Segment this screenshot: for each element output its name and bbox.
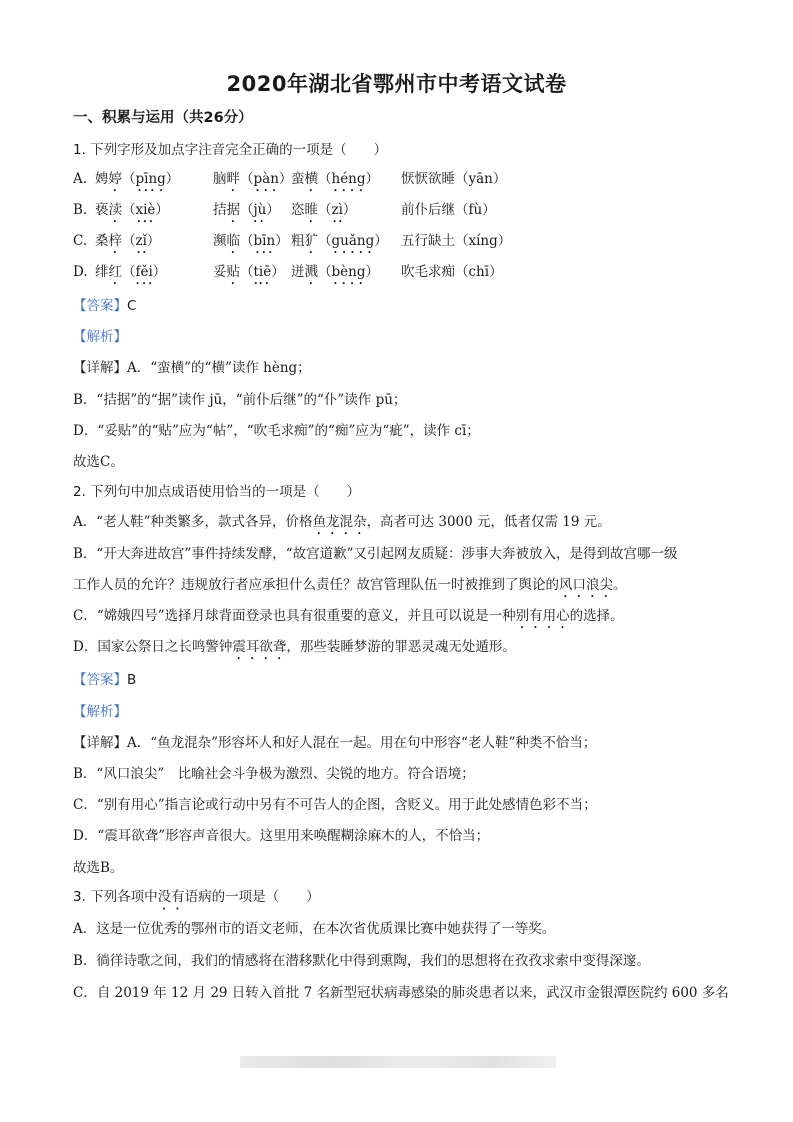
q3-option-c: C．自 2019 年 12 月 29 日转入首批 7 名新型冠状病毒感染的肺炎患者以来，武汉市金银潭医院约 600 多名 bbox=[73, 985, 729, 1001]
q2-conclusion: 故选B。 bbox=[73, 860, 124, 876]
question-1-stem: 1. 下列字形及加点字注音完全正确的一项是（ ） bbox=[73, 142, 388, 158]
dotted-char: 梓（zǐ） bbox=[108, 233, 161, 249]
q2-option-a: A．“老人鞋”种类繁多，款式各异，价格鱼龙混杂，高者可达 3000 元，低者仅需 19 元。 bbox=[73, 514, 611, 530]
q3-option-a: A．这是一位优秀的鄂州市的语文老师，在本次省优质课比赛中她获得了一等奖。 bbox=[73, 921, 556, 937]
dotted-char: 临（bīn） bbox=[226, 233, 289, 249]
blurred-footer-watermark bbox=[240, 1056, 556, 1068]
answer-value: B bbox=[127, 672, 137, 688]
q1-option-b: B. 亵渎（xiè） 拮据（jù） 恣睢（zì） 前仆后继（fù） bbox=[73, 202, 496, 218]
q2-answer bbox=[73, 670, 136, 690]
q2-option-d: D．国家公祭日之长鸣警钟震耳欲聋，那些装睡梦游的罪恶灵魂无处遁形。 bbox=[73, 639, 516, 655]
q2-option-c: C．“嫦娥四号”选择月球背面登录也具有很重要的意义，并且可以说是一种别有用心的选择。 bbox=[73, 608, 624, 624]
q1-conclusion: 故选C。 bbox=[73, 454, 124, 470]
dotted-idiom: 别有用心 bbox=[515, 608, 570, 624]
q3-option-b: B．徜徉诗歌之间，我们的情感将在潜移默化中得到熏陶，我们的思想将在孜孜求索中变得深邃。 bbox=[73, 953, 650, 969]
dotted-char: 溅（bèng） bbox=[304, 264, 379, 280]
section-heading: 一、积累与运用（共26分） bbox=[73, 110, 253, 126]
q2-option-b-line2: 工作人员的允许？违规放行者应承担什么责任？故宫管理队伍一时被推到了舆论的风口浪尖。 bbox=[73, 577, 627, 593]
dotted-idiom: 鱼龙混杂 bbox=[312, 514, 367, 530]
dotted-char: 婷（pīng） bbox=[108, 171, 180, 187]
q1-analysis-tag: 【解析】 bbox=[73, 329, 127, 345]
q1-explanation-d: D．“妥贴”的“贴”应为“帖”，“吹毛求痴”的“痴”应为“疵”，读作 cī； bbox=[73, 423, 480, 439]
dotted-char: 睢（zì） bbox=[304, 202, 357, 218]
q1-detail: 【详解】A．“蛮横”的“横”读作 hèng； bbox=[73, 360, 311, 376]
answer-tag: 【答案】 bbox=[73, 672, 127, 688]
q1-option-d: D. 绯红（fěi） 妥贴（tiē） 迸溅（bèng） 吹毛求痴（chī） bbox=[73, 264, 503, 280]
answer-value: C bbox=[127, 298, 137, 314]
question-2-stem: 2. 下列句中加点成语使用恰当的一项是（ ） bbox=[73, 484, 361, 500]
dotted-char: 畔（pàn） bbox=[226, 171, 293, 187]
q1-explanation-b: B．“拮据”的“据”读作 jū，“前仆后继”的“仆”读作 pū； bbox=[73, 392, 407, 408]
question-3-stem: 3. 下列各项中没有语病的一项是（ ） bbox=[73, 889, 320, 905]
dotted-char: 贴（tiē） bbox=[226, 264, 285, 280]
dotted-char: 渎（xiè） bbox=[108, 202, 169, 218]
q2-explanation-b: B．“风口浪尖” 比喻社会斗争极为激烈、尖锐的地方。符合语境； bbox=[73, 766, 475, 782]
dotted-idiom: 风口浪尖 bbox=[559, 577, 613, 593]
q1-option-c: C. 桑梓（zǐ） 濒临（bīn） 粗犷（guǎng） 五行缺土（xíng） bbox=[73, 233, 512, 249]
dotted-keyword: 没有 bbox=[157, 889, 185, 905]
answer-tag: 【答案】 bbox=[73, 298, 127, 314]
q2-explanation-c: C．“别有用心”指言论或行动中另有不可告人的企图，含贬义。用于此处感情色彩不当； bbox=[73, 797, 597, 813]
q1-option-a: A. 娉婷（pīng） 脑畔（pàn）蛮横（héng） 恹恹欲睡（yān） bbox=[73, 171, 507, 187]
dotted-char: 犷（guǎng） bbox=[304, 233, 388, 249]
q1-answer bbox=[73, 296, 136, 316]
dotted-char: 红（fěi） bbox=[108, 264, 167, 280]
page-title: 2020年湖北省鄂州市中考语文试卷 bbox=[226, 72, 567, 96]
q2-detail: 【详解】A．“鱼龙混杂”形容坏人和好人混在一起。用在句中形容“老人鞋”种类不恰当； bbox=[73, 735, 597, 751]
option-label: A. bbox=[73, 171, 88, 187]
dotted-char: 横（héng） bbox=[304, 171, 380, 187]
dotted-char: 据（jù） bbox=[226, 202, 280, 218]
dotted-idiom: 震耳欲聋 bbox=[232, 639, 287, 655]
q2-option-b-line1: B．“开大奔进故宫”事件持续发酵，“故宫道歉”又引起网友质疑：涉事大奔被放入，是得到故宫哪一级 bbox=[73, 546, 678, 562]
q2-explanation-d: D．“震耳欲聋”形容声音很大。这里用来唤醒糊涂麻木的人，不恰当； bbox=[73, 828, 490, 844]
q2-analysis-tag: 【解析】 bbox=[73, 704, 127, 720]
